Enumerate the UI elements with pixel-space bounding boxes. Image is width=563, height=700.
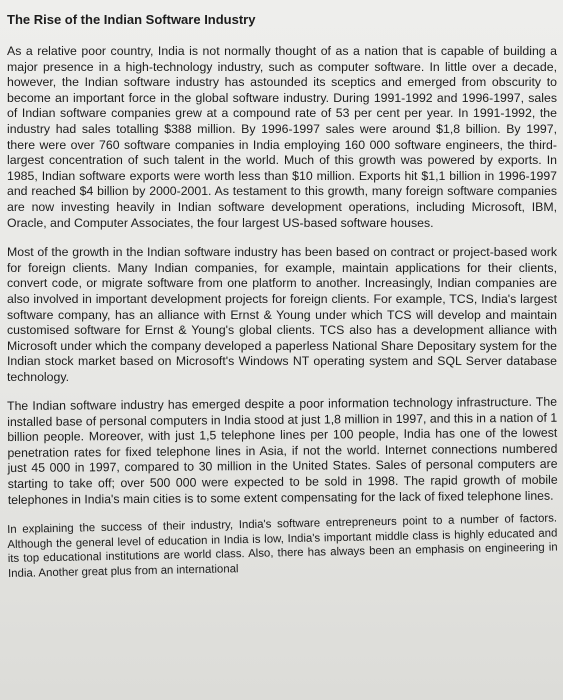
paragraph-2: Most of the growth in the Indian software industry has been based on contract or project-based work for foreign clients. Many Indian companies, for example, maintain applications for their clients, convert code, or migrate software from one platform to another. Increasingly, Indian companies are also involved in important development projects for foreign clients. For example, TCS, India's largest software company, has an alliance with Ernst & Young under which TCS will develop and maintain customised software for Ernst & Young's global clients. TCS also has a development alliance with Microsoft under which the company developed a paperless National Share Depositary system for the Indian stock market based on Microsoft's Windows NT operating system and SQL Server database technology.	[7, 245, 557, 384]
paragraph-3: The Indian software industry has emerged despite a poor information technology infrastructure. The installed base of personal computers in India stood at just 1,8 million in 1997, and this in a nation of 1 billion people. Moreover, with just 1,5 telephone lines per 100 people, India has one of the lowest penetration rates for fixed telephone lines in Asia, if not the world. Internet connections numbered just 45 000 in 1997, compared to 30 million in the United States. Sales of personal computers are starting to take off; over 500 000 were expected to be sold in 1998. The rapid growth of mobile telephones in India's main cities is to some extent compensating for the lack of fixed telephone lines.	[7, 395, 558, 508]
paragraph-4: In explaining the success of their industry, India's software entrepreneurs point to a number of factors. Although the general level of education in India is low, India's important middle class is highly educated and its top educational institutions are world class. Also, there has always been an emphasis on engineering in India. Another great plus from an international	[7, 512, 558, 580]
document-title: The Rise of the Indian Software Industry	[7, 12, 256, 27]
paragraph-1: As a relative poor country, India is not normally thought of as a nation that is capable of building a major presence in a high-technology industry, such as computer software. In little over a decade, however, the Indian software industry has astounded its sceptics and emerged from obscurity to become an important force in the global software industry. During 1991-1992 and 1996-1997, sales of Indian software companies grew at a compound rate of 53 per cent per year. In 1991-1992, the industry had sales totalling $388 million. By 1996-1997 sales were around $1,8 billion. By 1997, there were over 760 software companies in India employing 160 000 software engineers, the third-largest concentration of such talent in the world. Much of this growth was powered by exports. In 1985, Indian software exports were worth less than $10 million. Exports hit $1,1 billion in 1996-1997 and reached $4 billion by 2000-2001. As testament to this growth, many foreign software companies are now investing heavily in Indian software development operations, including Microsoft, IBM, Oracle, and Computer Associates, the four largest US-based software houses.	[7, 44, 557, 230]
